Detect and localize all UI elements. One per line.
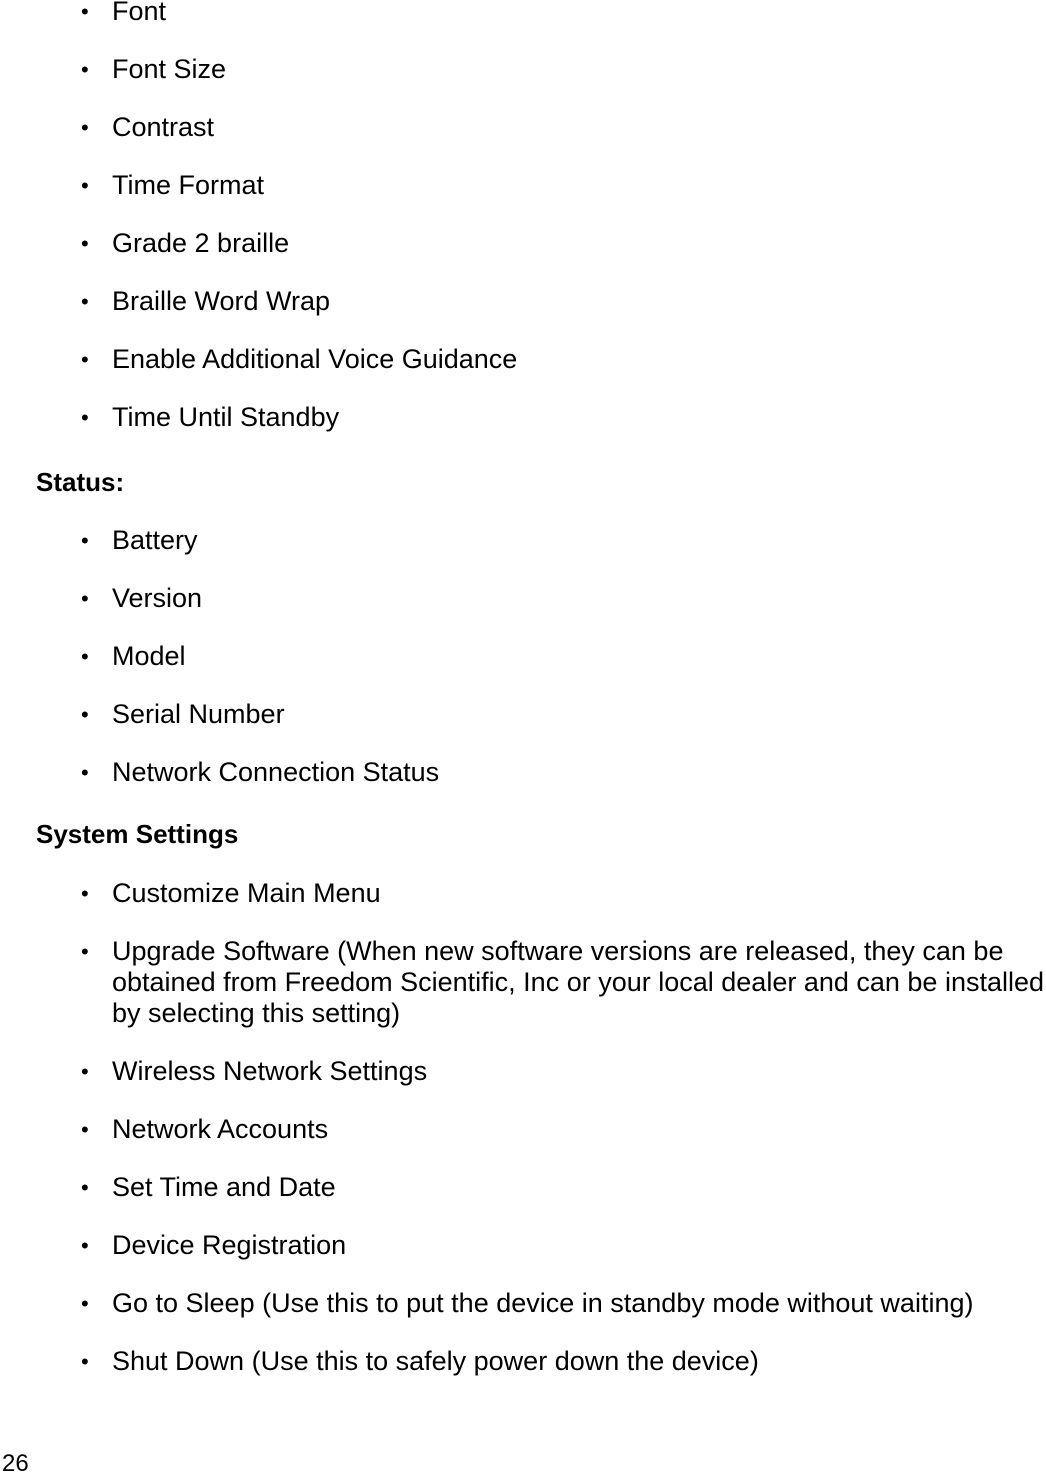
bullet-icon: •	[81, 115, 89, 140]
bullet-icon: •	[81, 528, 89, 553]
list-item	[0, 54, 1046, 85]
list-item-label: Wireless Network Settings	[112, 1056, 428, 1086]
list-item-label: Serial Number	[112, 699, 285, 729]
list-item	[0, 936, 1046, 1029]
list-item	[0, 525, 1046, 556]
bullet-icon: •	[81, 939, 89, 964]
list-item	[0, 1172, 1046, 1203]
page-number: 26	[2, 1450, 29, 1477]
list-item	[0, 699, 1046, 730]
list-item	[0, 1114, 1046, 1145]
list-item-label: Font	[112, 0, 167, 26]
bullet-icon: •	[81, 1233, 89, 1258]
bullet-icon: •	[81, 405, 89, 430]
list-item-label: Go to Sleep (Use this to put the device in standby mode without waiting)	[112, 1288, 974, 1318]
list-item	[0, 228, 1046, 259]
system-settings-heading: System Settings	[36, 819, 239, 849]
list-item-label: Braille Word Wrap	[112, 286, 331, 316]
list-item-label: Network Accounts	[112, 1114, 329, 1144]
list-item-label: Grade 2 braille	[112, 228, 290, 258]
list-item	[0, 757, 1046, 788]
list-item-label: Customize Main Menu	[112, 878, 381, 908]
bullet-icon: •	[81, 1349, 89, 1374]
list-item	[0, 878, 1046, 909]
list-item-label: Shut Down (Use this to safely power down the device)	[112, 1346, 759, 1376]
bullet-icon: •	[81, 57, 89, 82]
list-item-label: Enable Additional Voice Guidance	[112, 344, 518, 374]
list-item	[0, 1056, 1046, 1087]
list-item-label: Network Connection Status	[112, 757, 440, 787]
list-item-label: Version	[112, 583, 203, 613]
list-item-label: Model	[112, 641, 186, 671]
list-item	[0, 1288, 1046, 1319]
list-item	[0, 344, 1046, 375]
list-item	[0, 286, 1046, 317]
bullet-icon: •	[81, 1291, 89, 1316]
list-item-label: Contrast	[112, 112, 215, 142]
list-item	[0, 583, 1046, 614]
bullet-icon: •	[81, 231, 89, 256]
list-item-label: Time Until Standby	[112, 402, 340, 432]
bullet-icon: •	[81, 702, 89, 727]
list-item	[0, 0, 1046, 27]
bullet-icon: •	[81, 881, 89, 906]
list-item	[0, 1230, 1046, 1261]
list-item	[0, 112, 1046, 143]
list-item	[0, 641, 1046, 672]
list-item-label: Set Time and Date	[112, 1172, 336, 1202]
bullet-icon: •	[81, 1117, 89, 1142]
list-item	[0, 1346, 1046, 1377]
list-item-label: Font Size	[112, 54, 227, 84]
list-item	[0, 170, 1046, 201]
status-list	[0, 525, 1046, 815]
bullet-icon: •	[81, 0, 89, 24]
bullet-icon: •	[81, 1175, 89, 1200]
list-item	[0, 402, 1046, 433]
list-item-label: Time Format	[112, 170, 265, 200]
bullet-icon: •	[81, 347, 89, 372]
bullet-icon: •	[81, 644, 89, 669]
display-settings-list	[0, 0, 1046, 460]
list-item-label: Battery	[112, 525, 198, 555]
list-item-label: Device Registration	[112, 1230, 347, 1260]
bullet-icon: •	[81, 1059, 89, 1084]
status-heading: Status:	[36, 467, 125, 497]
bullet-icon: •	[81, 173, 89, 198]
system-settings-list	[0, 878, 1046, 1404]
bullet-icon: •	[81, 760, 89, 785]
list-item-label: Upgrade Software (When new software versions are released, they can be obtained from Freedom Scientific, Inc or your local dealer and can be installed by selecting this setting)	[112, 936, 1045, 1028]
bullet-icon: •	[81, 289, 89, 314]
bullet-icon: •	[81, 586, 89, 611]
